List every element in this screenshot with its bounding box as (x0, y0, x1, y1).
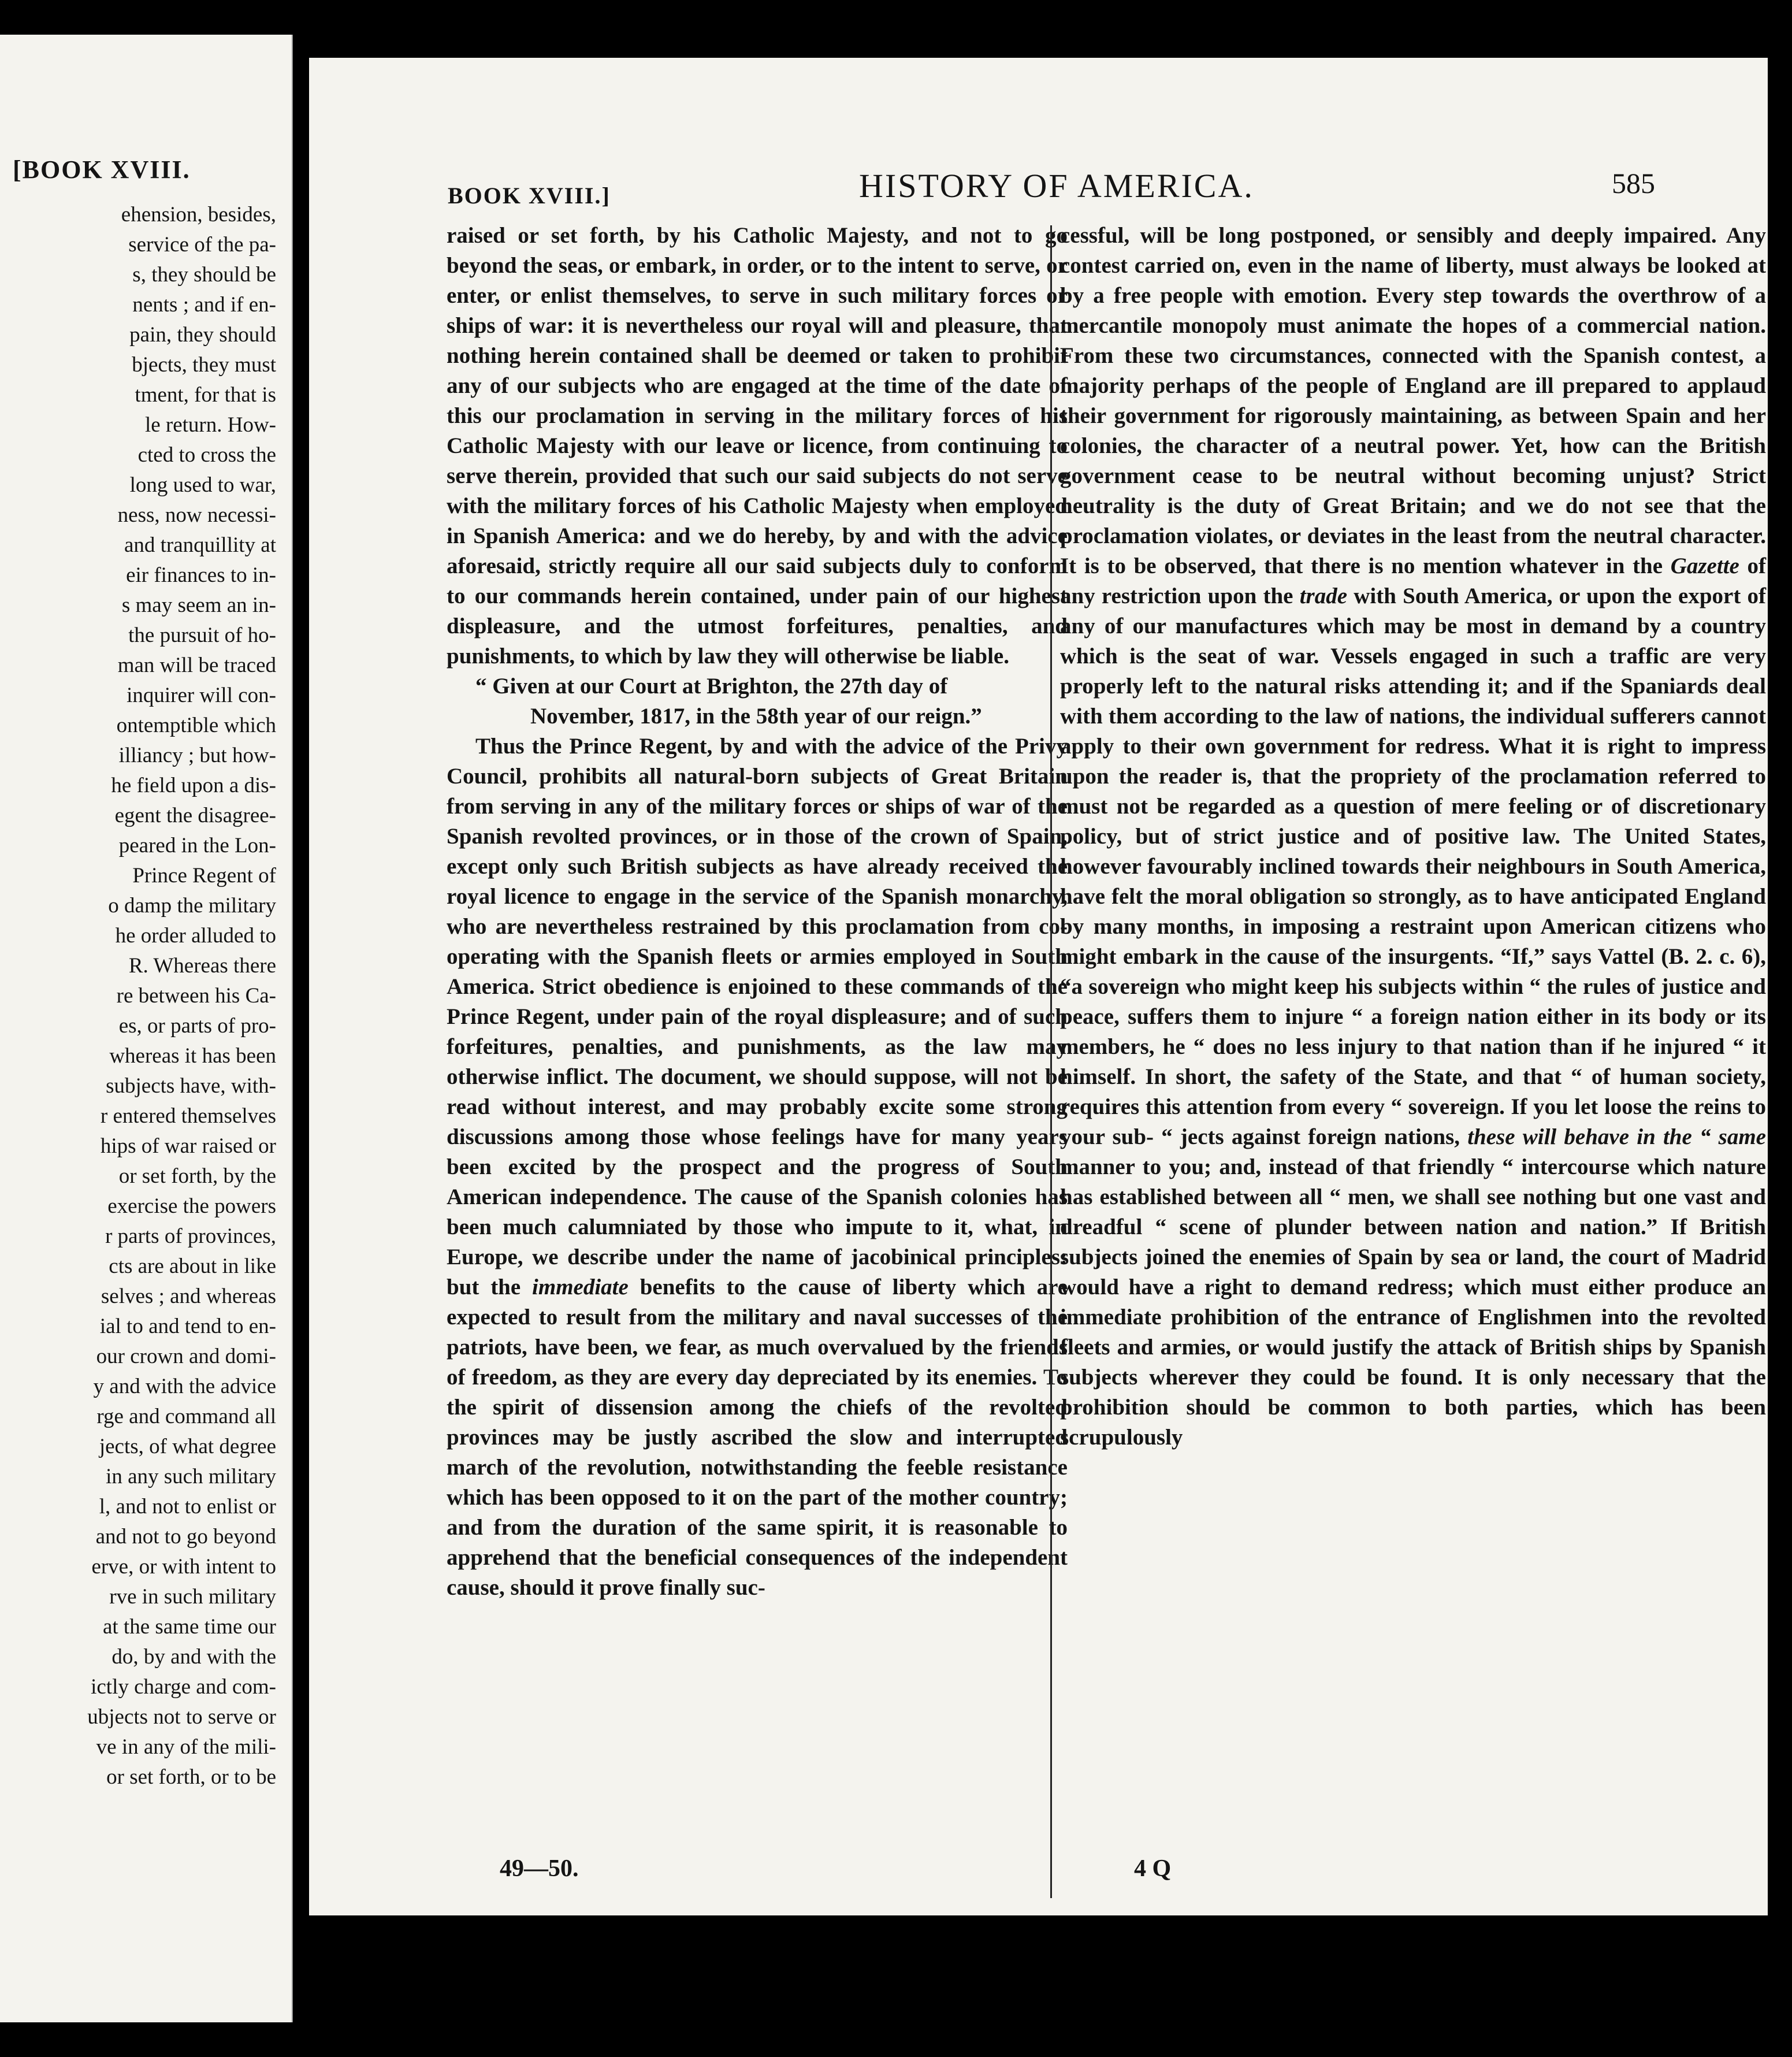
left-page-line: inquirer will con- (127, 684, 276, 707)
left-page-line: hips of war raised or (100, 1134, 276, 1158)
left-page-line: o damp the military (108, 894, 276, 918)
left-page-line: nents ; and if en- (132, 293, 276, 317)
left-page-line: s may seem an in- (121, 593, 276, 617)
neutrality-text-3: with South America, or upon the export of any of our manufactures which may be most in demand by a country which is the seat of war. Vessels engaged in such a traffic are very properly left to the natural risks attending it; and if the Spaniards deal with them according to the law of nations, the individual sufferers cannot apply to their own government for redress. What it is right to impress upon the reader is, that the propriety of the proclamation referred to must not be regarded as a question of mere feeling or of discretionary policy, but of strict justice and of positive law. The United States, however favourably inclined towards their neighbours in South America, have felt the moral obligation so strongly, as to have anticipated England by many months, in imposing a restraint upon American citizens who might embark in the cause of the insurgents. “If,” says Vattel (B. 2. c. 6), “a sovereign who might keep his subjects within “ the rules of justice and peace, suffers them to injure “ a foreign nation either in its body or its members, he “ does no less injury to that nation than if he injured “ it himself. In short, the safety of the State, and that “ of human society, requires this attention from every “ sovereign. If you let loose the reins to your sub- “ jects against foreign nations, (1060, 584, 1767, 1149)
left-page-line: whereas it has been (109, 1044, 276, 1068)
left-page-line: R. Whereas there (128, 954, 276, 978)
left-page-line: illiancy ; but how- (118, 744, 276, 767)
commentary-text-cont: benefits to the cause of liberty which are expected to result from the military and naval successes of the patriots, have been, we fear, as much overvalued by the friends of freedom, as they are every day depreciated by its enemies. To the spirit of dissension among the chiefs of the revolted provinces may be justly ascribed the slow and interrupted march of the revolution, notwithstanding the feeble resistance which has been opposed to it on the part of the mother country; and from the duration of the same spirit, it is reasonable to apprehend that the beneficial consequences of the independent cause, should it prove finally suc- (447, 1275, 1068, 1600)
left-page-line: or set forth, by the (118, 1164, 276, 1188)
paragraph-proclamation-end: raised or set forth, by his Catholic Majesty, and not to go beyond the seas, or embark, in order, or to the intent to serve, or enter, or enlist themselves, to serve in such military forces or ships of war: it is nevertheless our royal will and pleasure, that nothing herein contained shall be deemed or taken to prohibit any of our subjects who are engaged at the time of the date of this our proclamation in serving in the military forces of his Catholic Majesty with our leave or licence, from continuing to serve therein, provided that such our said subjects do not serve with the military forces of his Catholic Majesty when employed in Spanish America: and we do hereby, by and with the advice aforesaid, strictly require all our said subjects duly to conform to our commands herein contained, under pain of our highest displeasure, and the utmost forfeitures, penalties, and punishments, to which by law they will otherwise be liable. (447, 223, 1068, 669)
left-page-line: the pursuit of ho- (128, 623, 276, 647)
left-page-line: cts are about in like (109, 1254, 276, 1278)
facing-page-left (0, 35, 293, 2022)
left-page-line: exercise the powers (107, 1194, 276, 1218)
emphasis-trade: trade (1299, 584, 1348, 608)
paragraph-neutrality (1060, 221, 1766, 1453)
signature-mark: 49—50. (500, 1855, 579, 1882)
left-page-line: bjects, they must (132, 353, 276, 377)
given-at-line: “ Given at our Court at Brighton, the 27th day of (475, 674, 948, 699)
left-page-line: Prince Regent of (132, 864, 276, 888)
emphasis-immediate: immediate (532, 1275, 629, 1299)
emphasis-vattel: these will behave in the “ same (1467, 1124, 1766, 1149)
left-page-line: cted to cross the (137, 443, 276, 467)
running-title: HISTORY OF AMERICA. (859, 167, 1254, 205)
left-page-line: r entered themselves (100, 1104, 276, 1128)
neutrality-text-2: of any restriction upon the (1060, 554, 1766, 608)
emphasis-gazette: Gazette (1670, 554, 1739, 578)
left-page-line: and tranquillity at (124, 533, 276, 557)
page-number: 585 (1612, 167, 1655, 199)
left-page-header: [BOOK XVIII. (13, 155, 191, 184)
left-page-line: man will be traced (117, 654, 276, 677)
left-page-line: he field upon a dis- (111, 774, 276, 797)
left-page-line: le return. How- (144, 413, 276, 437)
column-divider (1050, 225, 1052, 1898)
left-page-line: ness, now necessi- (117, 503, 276, 527)
neutrality-text: cessful, will be long postponed, or sensibly and deeply impaired. Any contest carried on, even in the name of liberty, must always be looked at by a free people with emotion. Every step towards the overthrow of a mercantile monopoly must animate the hopes of a commercial nation. From these two circumstances, connected with the Spanish contest, a majority perhaps of the people of England are ill prepared to applaud their government for rigorously maintaining, as between Spain and her colonies, the character of a neutral power. Yet, how can the British government cease to be neutral without becoming unjust? Strict neutrality is the duty of Great Britain; and we do not see that the proclamation violates, or deviates in the least from the neutral character. It is to be observed, that there is no mention whatever in the (1060, 223, 1766, 578)
left-page-line: rge and command all (96, 1405, 276, 1428)
left-page-line: our crown and domi- (96, 1345, 276, 1368)
left-page-line: ve in any of the mili- (96, 1735, 276, 1759)
left-page-line: do, by and with the (111, 1645, 276, 1669)
left-page-line: subjects have, with- (106, 1074, 276, 1098)
signature-catchword: 4 Q (1134, 1855, 1172, 1882)
given-date-line: November, 1817, in the 58th year of our reign.” (530, 704, 982, 729)
book-label: BOOK XVIII.] (448, 183, 611, 209)
left-page-line: re between his Ca- (116, 984, 276, 1008)
commentary-text: Thus the Prince Regent, by and with the advice of the Privy Council, prohibits all natural-born subjects of Great Britain from serving in any of the military forces or ships of war of the Spanish revolted provinces, or in those of the crown of Spain, except only such British subjects as have already received the royal licence to engage in the service of the Spanish monarchy, who are nevertheless restrained by this proclamation from co-operating with the Spanish fleets or armies employed in South America. Strict obedience is enjoined to these commands of the Prince Regent, under pain of the royal displeasure; and of such forfeitures, penalties, and punishments, as the law may otherwise inflict. The document, we should suppose, will not be read without interest, and may probably excite some strong discussions among those whose feelings have for many years been excited by the prospect and the progress of South American independence. The cause of the Spanish colonies has been much calumniated by those who impute to it, what, in Europe, we describe under the name of jacobinical principles: but the (447, 734, 1068, 1299)
left-page-line: and not to go beyond (95, 1525, 276, 1549)
text-column-right (1060, 221, 1766, 1453)
left-page-line: long used to war, (129, 473, 276, 497)
left-page-line: ehension, besides, (121, 203, 276, 227)
left-page-line: r parts of provinces, (105, 1224, 276, 1248)
left-page-line: eir finances to in- (126, 563, 276, 587)
main-page (309, 58, 1768, 1915)
left-page-line: peared in the Lon- (118, 834, 276, 857)
left-page-line: in any such military (106, 1465, 276, 1488)
left-page-line: at the same time our (102, 1615, 276, 1639)
left-page-line: selves ; and whereas (101, 1284, 276, 1308)
left-page-line: he order alluded to (115, 924, 276, 948)
left-page-line: pain, they should (129, 323, 276, 347)
left-page-line: rve in such military (109, 1585, 276, 1609)
left-page-line: ial to and tend to en- (99, 1315, 276, 1338)
left-page-line: erve, or with intent to (91, 1555, 276, 1579)
left-page-line: y and with the advice (93, 1375, 276, 1398)
left-page-line: service of the pa- (128, 233, 276, 257)
left-page-text (0, 200, 276, 1792)
left-page-line: ubjects not to serve or (87, 1705, 276, 1729)
left-page-line: l, and not to enlist or (99, 1495, 276, 1518)
left-page-line: s, they should be (132, 263, 276, 287)
left-page-line: jects, of what degree (99, 1435, 276, 1458)
text-column-left (447, 221, 1068, 1603)
left-page-line: tment, for that is (135, 383, 276, 407)
paragraph-commentary (447, 732, 1068, 1603)
neutrality-text-4: manner to you; and, instead of that friendly “ intercourse which nature has established between all “ men, we shall see nothing but one vast and dreadful “ scene of plunder between nation and nation.” If British subjects joined the enemies of Spain by sea or land, the court of Madrid would have a right to demand redress; which must either produce an immediate prohibition of the entrance of Englishmen into the revolted fleets and armies, or would justify the attack of British ships by Spanish subjects wherever they could be found. It is only necessary that the prohibition should be common to both parties, which has been scrupulously (1060, 1154, 1766, 1450)
left-page-line: egent the disagree- (114, 804, 276, 827)
left-page-line: es, or parts of pro- (118, 1014, 276, 1038)
left-page-line: ictly charge and com- (91, 1675, 276, 1699)
left-page-line: or set forth, or to be (106, 1765, 276, 1789)
left-page-line: ontemptible which (116, 714, 276, 737)
